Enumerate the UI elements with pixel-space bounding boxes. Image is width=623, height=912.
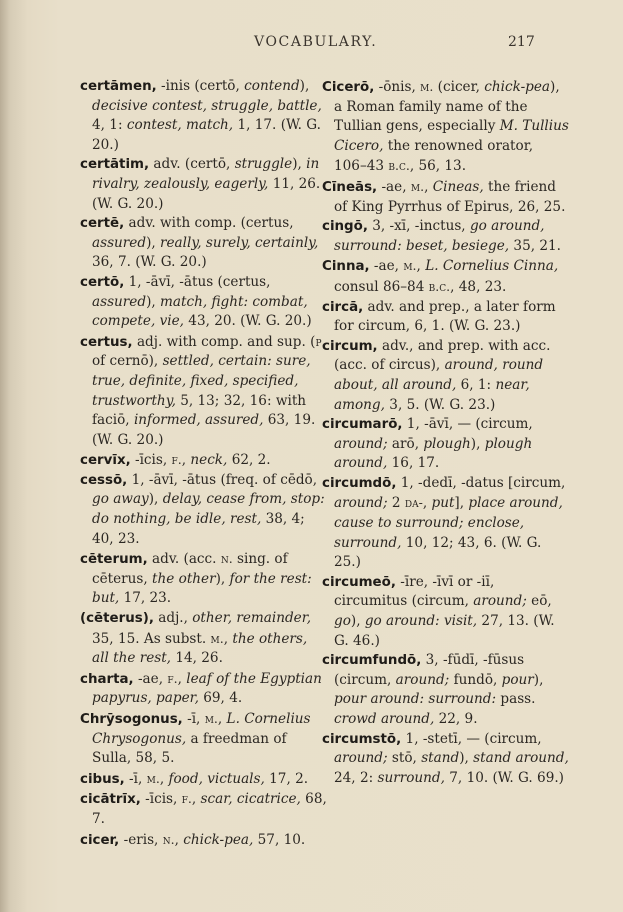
dictionary-entry: [80, 549, 328, 609]
entry-text: 62, 2.: [227, 452, 271, 469]
entry-definition: food, victuals,: [168, 770, 265, 787]
entry-text: ,: [217, 711, 227, 727]
entry-definition: near, among,: [334, 376, 530, 413]
entry-definition: informed, assured,: [133, 412, 264, 429]
entry-text: consul 86–84: [334, 278, 429, 295]
entry-text: 69, 4.: [198, 690, 243, 707]
entry-definition: really, surely, certainly,: [160, 234, 319, 251]
page-number: 217: [508, 34, 535, 50]
entry-text: -ī,: [182, 711, 205, 727]
entry-text: ),: [350, 613, 365, 630]
entry-text: ),: [299, 78, 310, 94]
entry-headword: Cinna,: [322, 259, 370, 275]
entry-text: n.: [220, 551, 233, 567]
entry-text: arō,: [387, 435, 424, 452]
entry-headword: circumdō,: [322, 475, 397, 491]
entry-text: ),: [470, 435, 485, 452]
entry-text: ,: [159, 770, 169, 787]
entry-text: -ōnis,: [374, 79, 421, 95]
entry-headword: certātim,: [80, 157, 150, 173]
entry-text: adv. and prep., a later form for circum, 6, 1. (W. G. 23.): [334, 298, 556, 335]
entry-text: adv. (acc.: [147, 551, 221, 568]
entry-text: 36, 7. (W. G. 20.): [92, 254, 207, 271]
dictionary-entry: [80, 273, 328, 332]
dictionary-entry: [80, 214, 328, 273]
entry-text: 14, 26.: [171, 650, 223, 667]
entry-text: ),: [215, 570, 230, 587]
entry-definition: around;: [334, 435, 388, 452]
entry-definition: decisive contest, struggle, battle,: [92, 97, 322, 114]
entry-headword: cibus,: [80, 771, 125, 787]
entry-text: 1, -āvī, -ātus (freq. of cēdō,: [127, 471, 318, 488]
entry-headword: Chrȳsogonus,: [80, 712, 183, 727]
entry-definition: Cineas,: [432, 178, 484, 195]
entry-text: 57, 10.: [253, 831, 306, 848]
entry-text: m.: [204, 711, 218, 726]
dictionary-entry: [322, 573, 570, 651]
dictionary-entry: [80, 332, 328, 451]
entry-text: 24, 2:: [334, 769, 378, 786]
entry-text: 17, 2.: [264, 770, 309, 787]
entry-text: 35, 15. As subst.: [92, 630, 211, 647]
entry-definition: the other: [152, 570, 216, 587]
entry-text: 27, 13. (W. G. 46.): [334, 613, 555, 649]
entry-definition: struggle: [234, 156, 293, 173]
entry-text: f.: [167, 670, 178, 686]
entry-definition: for the rest: but,: [92, 570, 312, 607]
entry-text: m.: [210, 630, 224, 646]
entry-headword: cicātrīx,: [80, 792, 141, 808]
entry-headword: circumfundō,: [322, 653, 422, 669]
entry-text: ,: [191, 791, 201, 808]
entry-text: the renowned orator, 106–43: [334, 137, 534, 175]
entry-text: adv., and prep. with acc. (acc. of circus),: [334, 337, 551, 374]
entry-text: p.: [315, 333, 326, 349]
entry-text: 1, -āvī, — (circum,: [402, 416, 533, 433]
entry-text: eō,: [526, 593, 552, 610]
entry-text: 1, -dedī, -datus [circum,: [396, 474, 566, 491]
entry-text: -ae,: [133, 670, 168, 687]
entry-text: ),: [459, 750, 474, 767]
dictionary-entry: [322, 256, 570, 297]
entry-text: , 56, 13.: [409, 158, 467, 175]
entry-headword: certāmen,: [80, 79, 157, 94]
dictionary-entry: [322, 337, 570, 415]
entry-text: -īre, -īvī or -iī, circumitus (circum,: [334, 573, 495, 610]
entry-definition: in rivalry, zealously, eagerly,: [92, 156, 320, 192]
entry-headword: circā,: [322, 299, 364, 315]
entry-text: the friend of King Pyrrhus of Epirus, 26, 25.: [334, 178, 566, 215]
entry-text: m.: [403, 258, 417, 274]
entry-text: adj.,: [153, 610, 193, 627]
entry-text: -īcis,: [140, 791, 182, 808]
entry-text: ,: [177, 670, 187, 687]
entry-text: stō,: [387, 750, 422, 767]
entry-headword: certē,: [80, 216, 125, 232]
entry-text: ),: [292, 156, 307, 173]
dictionary-entry: [322, 77, 570, 177]
entry-definition: chick-pea: [484, 79, 551, 95]
entry-headword: cēterum,: [80, 552, 148, 568]
entry-text: ,: [416, 258, 426, 275]
entry-text: -ī,: [124, 770, 147, 787]
entry-headword: circum,: [322, 338, 378, 354]
entry-definition: the others, all the rest,: [92, 630, 308, 667]
dictionary-entry: [80, 769, 328, 790]
entry-text: fundō,: [449, 671, 502, 688]
entry-definition: go around: visit,: [364, 613, 478, 630]
entry-text: -ae,: [369, 258, 404, 275]
entry-definition: around;: [334, 750, 388, 767]
entry-text: a freedman of Sulla, 58, 5.: [92, 730, 287, 767]
entry-headword: circumstō,: [322, 731, 402, 747]
entry-text: pass.: [496, 691, 536, 708]
entry-definition: pour around: surround:: [334, 691, 497, 708]
entry-definition: match, fight: combat, compete, vie,: [92, 293, 308, 330]
entry-definition: contest, match,: [126, 117, 234, 134]
entry-definition: go: [334, 613, 351, 630]
entry-headword: charta,: [80, 671, 134, 687]
dictionary-entry: [80, 709, 328, 769]
dictionary-entry: [80, 450, 328, 471]
entry-headword: circumeō,: [322, 574, 396, 590]
entry-text: ),: [533, 671, 544, 688]
running-title: VOCABULARY.: [254, 34, 378, 50]
entry-text: 68, 7.: [92, 791, 327, 827]
dictionary-entry: [322, 474, 570, 573]
right-column: [322, 77, 570, 788]
entry-definition: chick-pea,: [183, 831, 254, 848]
entry-definition: M. Tullius Cicero,: [334, 118, 569, 154]
entry-headword: certō,: [80, 274, 125, 290]
entry-text: 43, 20. (W. G. 20.): [183, 313, 312, 330]
entry-definition: L. Cornelius Chrysogonus,: [92, 711, 311, 747]
dictionary-entry: [80, 471, 328, 549]
entry-text: 63, 19. (W. G. 20.): [92, 412, 316, 448]
entry-definition: settled, certain: sure, true, definite, fixed, specified, trustworthy,: [92, 353, 311, 409]
entry-text: ), a Roman family name of the Tullian gens, especially: [334, 79, 560, 135]
entry-text: da-: [404, 495, 423, 511]
dictionary-entry: [80, 155, 328, 214]
entry-text: m.: [146, 770, 160, 786]
entry-text: (cicer,: [433, 79, 485, 95]
entry-text: of cernō),: [92, 353, 163, 370]
entry-definition: surround,: [377, 769, 445, 786]
dictionary-entry: [80, 609, 328, 669]
page-header: [0, 34, 623, 54]
entry-text: ],: [454, 495, 469, 512]
entry-definition: crowd around,: [334, 711, 435, 727]
entry-text: b.c.: [388, 158, 410, 174]
entry-text: adv. (certō,: [149, 156, 235, 173]
dictionary-entry: [322, 415, 570, 474]
entry-text: ),: [146, 234, 161, 251]
entry-text: 7, 10. (W. G. 69.): [444, 769, 564, 786]
entry-text: m.: [420, 79, 434, 94]
entry-text: n.: [162, 831, 175, 847]
entry-text: 16, 17.: [387, 455, 440, 472]
entry-text: m.: [410, 178, 425, 194]
entry-headword: certus,: [80, 334, 133, 350]
entry-definition: leaf of the Egyptian papyrus, paper,: [92, 670, 322, 707]
entry-headword: cicer,: [80, 832, 120, 848]
entry-definition: go around, surround: beset, besiege,: [334, 218, 545, 254]
dictionary-entry: [322, 177, 570, 217]
entry-text: 1, -āvī, -ātus (certus,: [124, 273, 271, 290]
entry-text: 10, 12; 43, 6. (W. G. 25.): [334, 534, 542, 571]
entry-text: ,: [174, 831, 184, 848]
entry-text: 5, 13; 32, 16: with faciō,: [92, 392, 307, 429]
dictionary-entry: [80, 789, 328, 829]
entry-definition: around;: [473, 593, 527, 610]
entry-headword: Cīneās,: [322, 179, 378, 195]
entry-text: 1, 17. (W. G. 20.): [92, 117, 321, 153]
entry-text: -ae,: [377, 178, 411, 195]
dictionary-entry: [80, 77, 328, 155]
entry-definition: around, round about, all around,: [334, 357, 544, 393]
entry-text: f.: [181, 791, 192, 807]
entry-text: 11, 26. (W. G. 20.): [92, 175, 321, 212]
entry-text: -īcis,: [130, 452, 172, 469]
dictionary-entry: [322, 651, 570, 729]
entry-text: 3, -fūdī, -fūsus (circum,: [334, 652, 525, 688]
entry-headword: circumarō,: [322, 417, 403, 433]
entry-definition: delay, cease from, stop: do nothing, be idle, rest,: [92, 491, 325, 528]
entry-definition: around;: [395, 671, 450, 688]
dictionary-entry: [322, 298, 570, 337]
entry-text: , 48, 23.: [450, 278, 507, 295]
entry-text: ,: [424, 178, 433, 195]
entry-definition: stand around,: [473, 750, 569, 767]
entry-definition: around;: [334, 495, 388, 512]
entry-text: 4, 1:: [92, 117, 127, 134]
dictionary-entry: [322, 217, 570, 256]
entry-text: 17, 23.: [119, 590, 172, 607]
entry-definition: pour: [501, 671, 534, 688]
entry-definition: neck,: [190, 452, 228, 469]
entry-text: 35, 21.: [509, 237, 561, 254]
entry-headword: cessō,: [80, 472, 128, 488]
entry-text: sing. of cēterus,: [92, 551, 288, 587]
entry-definition: other, remainder,: [192, 610, 312, 627]
entry-text: b.c.: [428, 278, 451, 294]
entry-text: 38, 4; 40, 23.: [92, 511, 305, 547]
entry-text: ,: [422, 495, 432, 512]
entry-definition: put: [431, 495, 455, 512]
entry-text: 1, -stetī, — (circum,: [401, 730, 542, 747]
entry-headword: (cēterus),: [80, 611, 154, 627]
entry-text: 3, 5. (W. G. 23.): [384, 396, 496, 413]
entry-definition: scar, cicatrice,: [200, 791, 301, 808]
entry-text: ,: [181, 452, 191, 469]
entry-headword: cingō,: [322, 219, 368, 235]
entry-text: 2: [387, 495, 405, 512]
entry-text: ,: [223, 630, 233, 647]
entry-definition: place around, cause to surround; enclose, surround,: [334, 495, 563, 551]
entry-text: 22, 9.: [434, 711, 478, 727]
entry-definition: plough: [423, 435, 471, 452]
entry-text: 6, 1:: [456, 376, 496, 393]
entry-text: ),: [146, 293, 161, 310]
entry-text: f.: [171, 452, 182, 468]
entry-definition: assured: [92, 234, 147, 251]
dictionary-entry: [322, 730, 570, 789]
dictionary-entry: [80, 669, 328, 709]
entry-text: ),: [148, 491, 163, 508]
entry-definition: go away: [92, 491, 149, 508]
entry-definition: stand: [421, 750, 460, 767]
entry-headword: Cicerō,: [322, 80, 375, 95]
entry-text: adj. with comp. and sup. (: [132, 333, 316, 350]
dictionary-entry: [80, 830, 328, 851]
entry-definition: L. Cornelius Cinna,: [425, 258, 559, 275]
entry-text: -eris,: [119, 831, 163, 848]
entry-definition: contend: [244, 78, 300, 94]
entry-definition: plough around,: [334, 435, 533, 472]
entry-definition: assured: [92, 293, 147, 310]
entry-headword: cervīx,: [80, 453, 131, 469]
entry-text: 3, -xī, -inctus,: [367, 218, 470, 235]
entry-text: -inis (certō,: [156, 78, 245, 94]
left-column: [80, 77, 328, 850]
entry-text: adv. with comp. (certus,: [124, 215, 294, 232]
